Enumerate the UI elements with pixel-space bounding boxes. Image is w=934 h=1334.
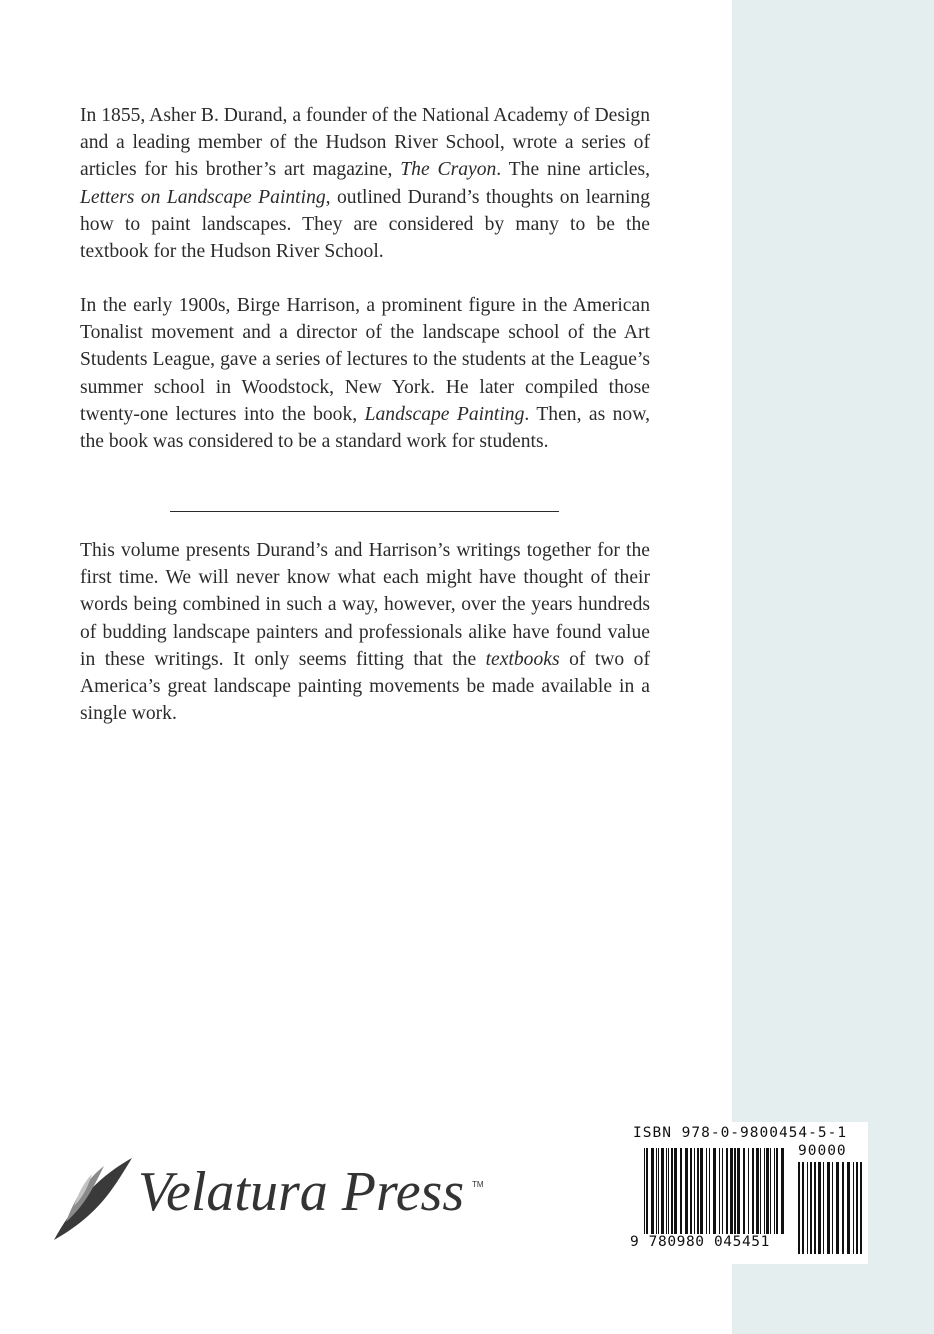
text-run: , outlined Durand’s thoughts on learning how to paint landscapes. They are considered by many to be the textbook for the Hudson River School.	[80, 186, 650, 263]
isbn-label: ISBN 978-0-9800454-5-1	[633, 1125, 848, 1141]
section-divider	[170, 511, 559, 512]
italic-textbooks: textbooks	[485, 648, 560, 670]
intro-paragraph-harrison	[80, 292, 650, 455]
publisher-name: Velatura Press	[138, 1161, 465, 1223]
volume-description-paragraph	[80, 537, 650, 727]
price-addon-code: 90000	[798, 1143, 847, 1159]
italic-title-letters: Letters on Landscape Painting	[80, 186, 326, 208]
intro-paragraph-durand	[80, 102, 650, 265]
trademark-symbol: TM	[472, 1180, 484, 1189]
publisher-logo	[52, 1152, 492, 1244]
sail-icon	[52, 1152, 142, 1242]
text-run: . The nine articles,	[496, 159, 651, 181]
isbn-barcode	[626, 1122, 868, 1264]
text-run: In 1855, Asher B. Durand, a founder of the National Academy of Design and a leading member of the Hudson River School, wrote a series of articles for his brother’s art magazine,	[80, 105, 650, 181]
text-run: of two of America’s great landscape painting movements be made available in a single work.	[80, 648, 651, 725]
italic-title-landscape-painting: Landscape Painting	[364, 403, 525, 425]
text-run: In the early 1900s, Birge Harrison, a prominent figure in the American Tonalist movement and a director of the landscape school of the Art Students League, gave a series of lectures to the students at the League’s summer school in Woodstock, New York. He later compiled those twenty-one lectures into the book,	[80, 295, 650, 425]
text-run: This volume presents Durand’s and Harrison’s writings together for the first time. We will never know what each might have thought of their words being combined in such a way, however, over the years hundreds of budding landscape painters and professionals alike have found value in these writings. It only seems fitting that the	[80, 540, 650, 670]
italic-title-crayon: The Crayon	[400, 159, 497, 181]
text-run: . Then, as now, the book was considered to be a standard work for students.	[80, 403, 650, 453]
ean-digits: 9 780980 045451	[630, 1234, 790, 1250]
